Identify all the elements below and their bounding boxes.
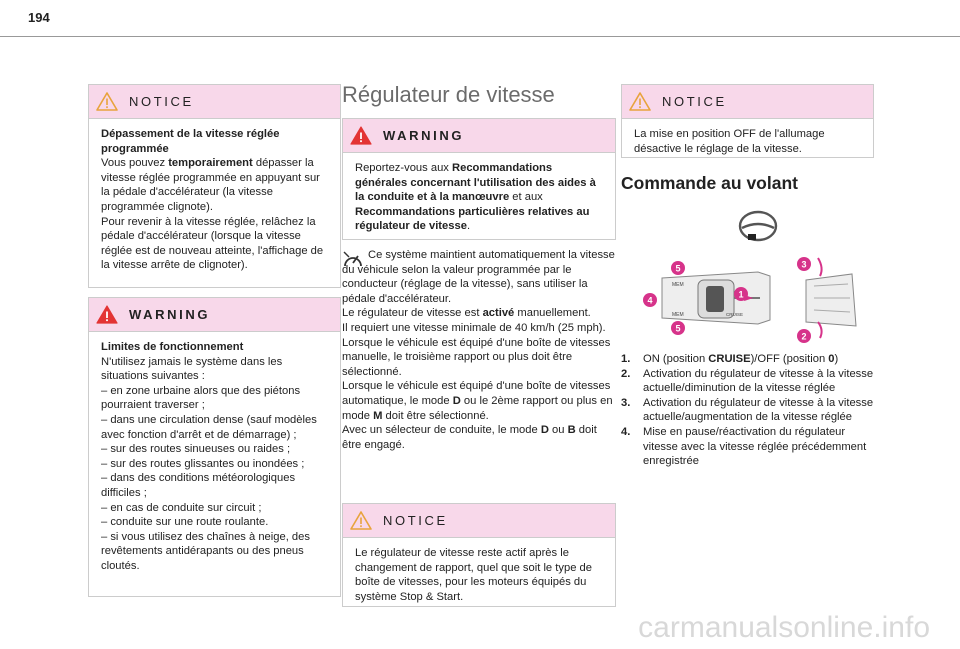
list-item: – sur des routes glissantes ou inondées ; — [101, 457, 305, 470]
header-rule — [0, 36, 960, 37]
paragraph-text: Avec un sélecteur de conduite, le mode — [342, 424, 541, 437]
list-item — [621, 352, 881, 367]
subsection-title: Commande au volant — [621, 173, 798, 193]
warning-intro: N'utilisez jamais le système dans les situations suivantes : — [101, 355, 283, 383]
paragraph-text: Lorsque le véhicule est équipé d'une boîte de vitesses automatique, le mode — [342, 380, 611, 407]
cruise-lever-diagram — [638, 250, 872, 346]
list-text: Activation du régulateur de vitesse à la vitesse actuelle/augmentation de la vitesse réglée — [643, 396, 874, 424]
warning-emphasis: Recommandations générales concernant l'utilisation des aides à la conduite et à la manœuvre — [355, 162, 596, 204]
notice-text: Vous pouvez — [101, 157, 169, 170]
notice-header — [343, 504, 615, 538]
paragraph-text: manuellement. — [514, 307, 591, 320]
list-emphasis: CRUISE — [708, 353, 751, 365]
notice-warning-icon — [95, 91, 119, 112]
paragraph-text: ou — [548, 424, 568, 437]
list-item: – conduite sur une route roulante. — [101, 516, 269, 529]
section-title: Régulateur de vitesse — [342, 82, 555, 107]
warning-title: WARNING — [129, 307, 211, 322]
list-emphasis: 0 — [828, 353, 835, 365]
warning-header — [89, 298, 340, 332]
notice-text: dépasser la vitesse réglée programmée en appuyant sur la pédale d'accélérateur (la vitesse programmée clignote). — [101, 157, 320, 213]
paragraph-text: doit être engagé. — [342, 424, 597, 451]
list-number: 2. — [621, 367, 631, 380]
list-text: Activation du régulateur de vitesse à la vitesse actuelle/diminution de la vitesse réglée — [643, 367, 874, 395]
paragraph-text: ou le 2ème rapport ou plus en mode — [342, 394, 613, 422]
list-text-part: ON (position — [643, 353, 709, 365]
notice-title: NOTICE — [129, 94, 194, 109]
list-item: – en zone urbaine alors que des piétons pourraient traverser ; — [101, 384, 301, 412]
list-item: – sur des routes sinueuses ou raides ; — [101, 443, 291, 456]
warning-header — [343, 119, 615, 153]
notice-text: Pour revenir à la vitesse réglée, relâchez la pédale d'accélérateur (lorsque la vitesse réglée est de nouveau atteinte, l'affichage de la vitesse arrête de clignoter). — [101, 215, 324, 272]
badge-label: 3 — [801, 259, 807, 270]
warning-text: Reportez-vous aux — [355, 162, 453, 174]
lever-label: MEM — [672, 312, 684, 318]
watermark: carmanualsonline.info — [638, 611, 930, 644]
paragraph-text: doit être sélectionné. — [382, 409, 489, 422]
control-list — [621, 352, 881, 469]
warning-heading: Limites de fonctionnement — [101, 341, 244, 353]
emphasis: D — [452, 394, 461, 407]
lever-label: CRUISE — [726, 312, 744, 317]
warning-box-limits — [88, 297, 341, 597]
notice-warning-icon — [349, 510, 373, 531]
notice-header — [89, 85, 340, 119]
notice-box-ignition — [621, 84, 874, 158]
list-item: – si vous utilisez des chaînes à neige, des revêtements antidérapants ou des pneus cloutés. — [101, 530, 310, 572]
emphasis: activé — [482, 307, 515, 320]
list-number: 3. — [621, 396, 631, 409]
warning-title: WARNING — [383, 128, 465, 143]
badge-label: 4 — [647, 295, 653, 306]
notice-text: Le régulateur de vitesse reste actif après le changement de rapport, quel que soit le type de boîte de vitesses, pour les moteurs équipés du système Stop & Start. — [355, 547, 592, 603]
badge-label: 5 — [675, 323, 681, 334]
list-item: – en cas de conduite sur circuit ; — [101, 501, 262, 514]
badge-label: 2 — [801, 331, 807, 342]
page-number: 194 — [28, 10, 50, 25]
list-text — [643, 352, 838, 367]
emphasis: M — [373, 409, 383, 422]
warning-text: . — [466, 220, 471, 233]
paragraph: Il requiert une vitesse minimale de 40 km/h (25 mph). — [342, 321, 606, 334]
paragraph: Lorsque le véhicule est équipé d'une boîte de vitesses manuelle, le troisième rapport ou plus doit être sélectionné. — [342, 336, 611, 378]
badge-label: 1 — [738, 289, 744, 300]
list-number: 4. — [621, 425, 631, 438]
list-text: Mise en pause/réactivation du régulateur vitesse avec la vitesse réglée précédemment enregistrée — [643, 425, 867, 468]
notice-heading: Dépassement de la vitesse réglée programmée — [101, 128, 280, 155]
paragraph-text: Le régulateur de vitesse est — [342, 307, 483, 320]
warning-text: et aux — [509, 191, 543, 204]
steering-wheel-icon — [736, 208, 780, 244]
notice-title: NOTICE — [662, 94, 727, 109]
paragraph: Ce système maintient automatiquement la vitesse du véhicule selon la valeur programmée par le conducteur (réglage de la vitesse), sans utiliser la pédale d'accélérateur. — [342, 249, 615, 305]
notice-text: La mise en position OFF de l'allumage désactive le réglage de la vitesse. — [634, 128, 825, 155]
list-item — [621, 396, 881, 425]
cruise-description — [342, 248, 618, 452]
list-number: 1. — [621, 353, 631, 365]
badge-label: 5 — [675, 263, 681, 274]
warning-icon — [349, 125, 373, 146]
list-item: – dans des conditions météorologiques difficiles ; — [101, 472, 296, 499]
list-text-part: )/OFF (position — [750, 353, 829, 365]
warning-emphasis: Recommandations particulières relatives au régulateur de vitesse — [355, 205, 590, 233]
notice-header — [622, 85, 873, 119]
notice-box-overspeed — [88, 84, 341, 288]
emphasis: D — [540, 424, 549, 437]
list-item — [621, 367, 881, 396]
warning-icon — [95, 304, 119, 325]
list-item: – dans une circulation dense (sauf modèles avec fonction d'arrêt et de démarrage) ; — [101, 413, 317, 441]
notice-warning-icon — [628, 91, 652, 112]
notice-emphasis: temporairement — [168, 157, 253, 170]
notice-box-gearchange — [342, 503, 616, 607]
emphasis: B — [567, 424, 576, 437]
list-item — [621, 425, 881, 469]
notice-title: NOTICE — [383, 513, 448, 528]
warning-box-recommendations — [342, 118, 616, 240]
list-text-part: ) — [834, 353, 839, 365]
lever-label: MEM — [672, 282, 684, 288]
